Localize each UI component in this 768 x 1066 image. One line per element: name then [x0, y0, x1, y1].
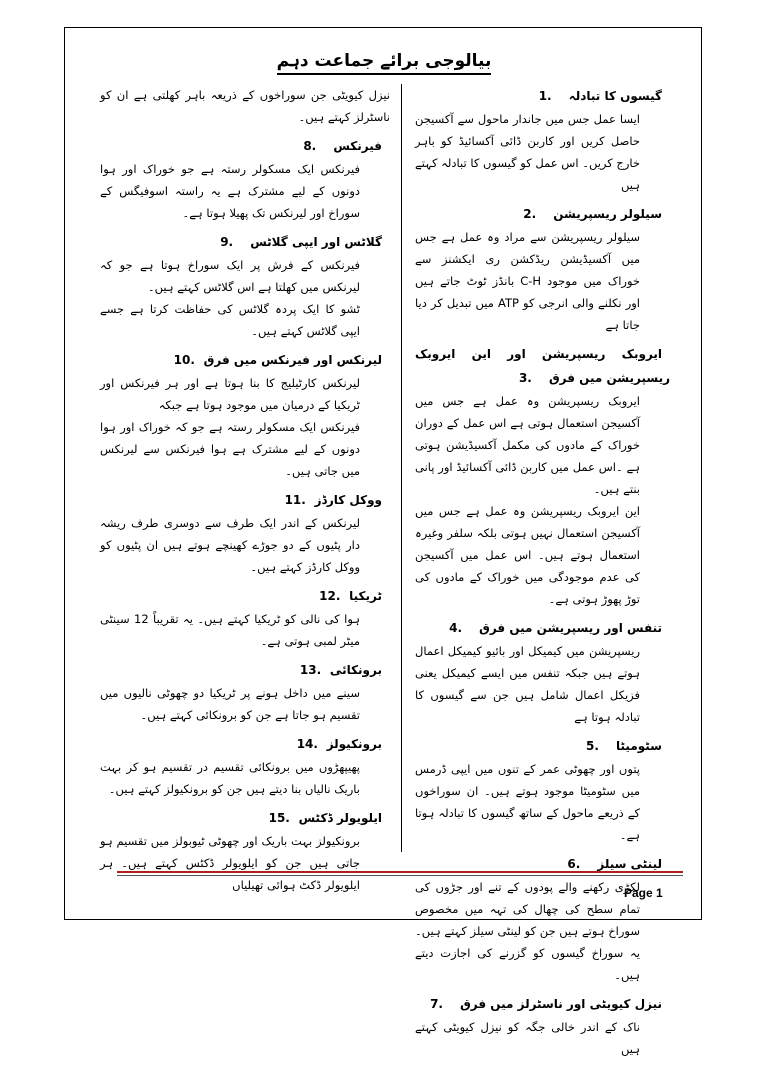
item-heading-text: برونکائی — [329, 663, 382, 677]
item-body-text: ٹشو کا ایک پردہ گلاٹس کی حفاظت کرتا ہے جسے ایپی گلاٹس کہتے ہیں۔ — [100, 302, 360, 338]
item-number: 12. — [319, 589, 341, 603]
item-heading — [415, 202, 670, 226]
item-heading — [100, 230, 390, 254]
item-heading — [100, 584, 390, 608]
item-heading — [415, 616, 670, 640]
definition-item — [100, 658, 390, 726]
item-heading-text: گیسوں کا تبادلہ — [568, 89, 662, 103]
item-heading — [100, 488, 390, 512]
item-heading — [415, 84, 670, 108]
item-body-text: سیلولر ریسپریشن سے مراد وہ عمل ہے جس میں آکسیڈیشن ریڈکشن ری ایکشنز سے خوراک میں موجود C-H بانڈز ٹوٹ جاتے ہیں اور نکلنے والی انرجی کو ATP میں تبدیل کر دیا جاتا ہے — [415, 230, 640, 332]
item-heading — [415, 734, 670, 758]
definition-item — [415, 202, 670, 336]
definition-item — [100, 584, 390, 652]
item-number: 2. — [523, 207, 537, 221]
item-body-text: این ایروبک ریسپریشن وہ عمل ہے جس میں آکسیجن استعمال نہیں ہوتی بلکہ سلفر وغیرہ استعمال ہوتے ہیں۔ اس عمل میں آکسیجن کی عدم موجودگی میں خوراک کے مادوں کی توڑ پھوڑ ہوتی ہے۔ — [415, 504, 640, 606]
item-heading — [415, 342, 670, 390]
item-heading-text: ایروبک ریسپریشن اور این ایروبک ریسپریشن میں فرق — [415, 347, 670, 385]
item-number: 1. — [538, 89, 552, 103]
item-number: 15. — [268, 811, 290, 825]
item-heading — [100, 806, 390, 830]
item-body-text: ایروبک ریسپریشن وہ عمل ہے جس میں آکسیجن استعمال ہوتی ہے اس عمل کے دوران خوراک کے مادوں کی مکمل آکسیڈیشن ہوتی ہے ۔اس عمل میں کاربن ڈائی آکسائیڈ اور پانی بنتے ہیں۔ — [415, 394, 640, 496]
item-body-text: برونکیولز بہت باریک اور چھوٹی ٹیوبولز میں تقسیم ہو جاتی ہیں جن کو ایلویولر ڈکٹس کہتے ہیں۔ ہر ایلویولر ڈکٹ ہوائی تھیلیاں — [100, 834, 360, 892]
item-number: 13. — [299, 663, 322, 677]
definition-item — [415, 616, 670, 728]
definition-item — [100, 806, 390, 896]
right-column — [415, 84, 670, 1066]
item-body-text: پتوں اور چھوٹی عمر کے تنوں میں ایپی ڈرمس میں سٹومیٹا موجود ہوتے ہیں۔ ان سوراخوں کے ذریعے ماحول کے ساتھ گیسوں کا تبادلہ ہوتا ہے۔ — [415, 762, 640, 842]
item-number: 6. — [567, 857, 581, 871]
definition-item — [415, 734, 670, 846]
item-heading — [100, 134, 390, 158]
item-heading — [100, 658, 390, 682]
item-number: 11. — [284, 493, 306, 507]
definition-item — [100, 488, 390, 578]
item-number: 5. — [586, 739, 599, 753]
definition-item — [100, 230, 390, 342]
item-number: 7. — [430, 997, 443, 1011]
item-body-text: فیرنکس ایک مسکولر رستہ ہے جو خوراک اور ہوا دونوں کے لیے مشترک ہے یہ راستہ اسوفیگس کے سوراخ اور لیرنکس تک پھیلا ہوتا ہے۔ — [100, 162, 360, 220]
item-number: 3. — [518, 371, 532, 385]
definition-item — [100, 134, 390, 224]
definition-item — [100, 732, 390, 800]
page-number: Page 1 — [624, 886, 663, 900]
left-column — [100, 84, 390, 902]
footer-rule-red — [117, 871, 683, 873]
definition-item — [100, 348, 390, 482]
column-divider — [401, 84, 402, 852]
item-number: 10. — [173, 353, 195, 367]
item-heading-text: سیلولر ریسپریشن — [553, 207, 662, 221]
item-body-text: لیرنکس کے اندر ایک طرف سے دوسری طرف ریشہ دار پٹیوں کے دو جوڑے کھینچے ہوتے ہیں ان پٹیوں کو ووکل کارڈز کہتے ہیں۔ — [100, 516, 360, 574]
item-heading — [100, 732, 390, 756]
item-heading-text: لینٹی سیلز — [597, 857, 662, 871]
document-title — [0, 50, 768, 71]
item-heading-text: گلاٹس اور ایپی گلاٹس — [250, 235, 382, 249]
item-number: 8. — [303, 139, 317, 153]
item-body-text: ہوا کی نالی کو ٹریکیا کہتے ہیں۔ یہ تقریباً 12 سینٹی میٹر لمبی ہوتی ہے۔ — [100, 612, 360, 648]
item-number: 9. — [220, 235, 234, 249]
footer-rule-dark — [117, 875, 683, 876]
item-body-text: پھیپھڑوں میں برونکائی تقسیم در تقسیم ہو کر بہت باریک نالیاں بنا دیتے ہیں جن کو برونکیولز کہتے ہیں۔ — [100, 760, 360, 796]
item-body-text: لیرنکس کارٹیلیج کا بنا ہوتا ہے اور ہر فیرنکس اور ٹریکیا کے درمیان میں موجود ہوتا ہے جبکہ — [100, 376, 360, 412]
definition-item — [100, 84, 390, 128]
item-number: 14. — [296, 737, 318, 751]
item-body-text: فیرنکس ایک مسکولر رستہ ہے جو کہ خوراک اور ہوا دونوں کے لیے مشترک ہے ہوا فیرنکس سے لیرنکس میں جاتی ہیں۔ — [100, 420, 360, 478]
item-body-text: فیرنکس کے فرش پر ایک سوراخ ہوتا ہے جو کہ لیرنکس میں کھلتا ہے اس گلاٹس کہتے ہیں۔ — [100, 258, 360, 294]
definition-item — [415, 992, 670, 1060]
item-heading-text: فیرنکس — [333, 139, 382, 153]
item-body-text: نیزل کیویٹی جن سوراخوں کے ذریعہ باہر کھلتی ہے ان کو ناسٹرلز کہتے ہیں۔ — [100, 88, 390, 124]
document-title-text: بیالوجی برائے جماعت دہم — [277, 51, 492, 75]
item-heading-text: ٹریکیا — [349, 589, 382, 603]
definition-item — [415, 342, 670, 610]
item-heading-text: سٹومیٹا — [616, 739, 662, 753]
item-heading-text: ووکل کارڈز — [314, 493, 382, 507]
item-body-text: ایسا عمل جس میں جاندار ماحول سے آکسیجن حاصل کریں اور کاربن ڈائی آکسائیڈ کو باہر خارج کریں۔ اس عمل کو گیسوں کا تبادلہ کہتے ہیں — [415, 112, 640, 192]
item-body-text: ریسپریشن میں کیمیکل اور بائیو کیمیکل اعمال ہوتے ہیں جبکہ تنفس میں ایسے کیمیکل یعنی فزیکل اعمال شامل ہیں جن سے گیسوں کا تبادلہ ہوتا ہے — [415, 644, 640, 724]
definition-item — [415, 84, 670, 196]
item-heading-text: تنفس اور ریسپریشن میں فرق — [479, 621, 662, 635]
item-number: 4. — [449, 621, 463, 635]
item-body-text: لکڑی رکھنے والے پودوں کے تنے اور جڑوں کی تمام سطح کی چھال کی تہہ میں مخصوص سوراخ ہوتے ہیں جن کو لینٹی سیلز کہتے ہیں۔ یہ سوراخ گیسوں کو گزرنے کی اجازت دیتے ہیں۔ — [415, 880, 640, 982]
item-heading-text: نیزل کیویٹی اور ناسٹرلز میں فرق — [460, 997, 662, 1011]
item-heading — [100, 348, 390, 372]
item-heading-text: لیرنکس اور فیرنکس میں فرق — [203, 353, 382, 367]
item-body-text: سینے میں داخل ہونے پر ٹریکیا دو چھوٹی نالیوں میں تقسیم ہو جاتا ہے جن کو برونکائی کہتے ہیں۔ — [100, 686, 360, 722]
item-heading-text: ایلویولر ڈکٹس — [298, 811, 382, 825]
item-body-text: ناک کے اندر خالی جگہ کو نیزل کیویٹی کہتے ہیں — [415, 1020, 640, 1056]
item-heading — [415, 992, 670, 1016]
item-heading-text: برونکیولز — [326, 737, 382, 751]
